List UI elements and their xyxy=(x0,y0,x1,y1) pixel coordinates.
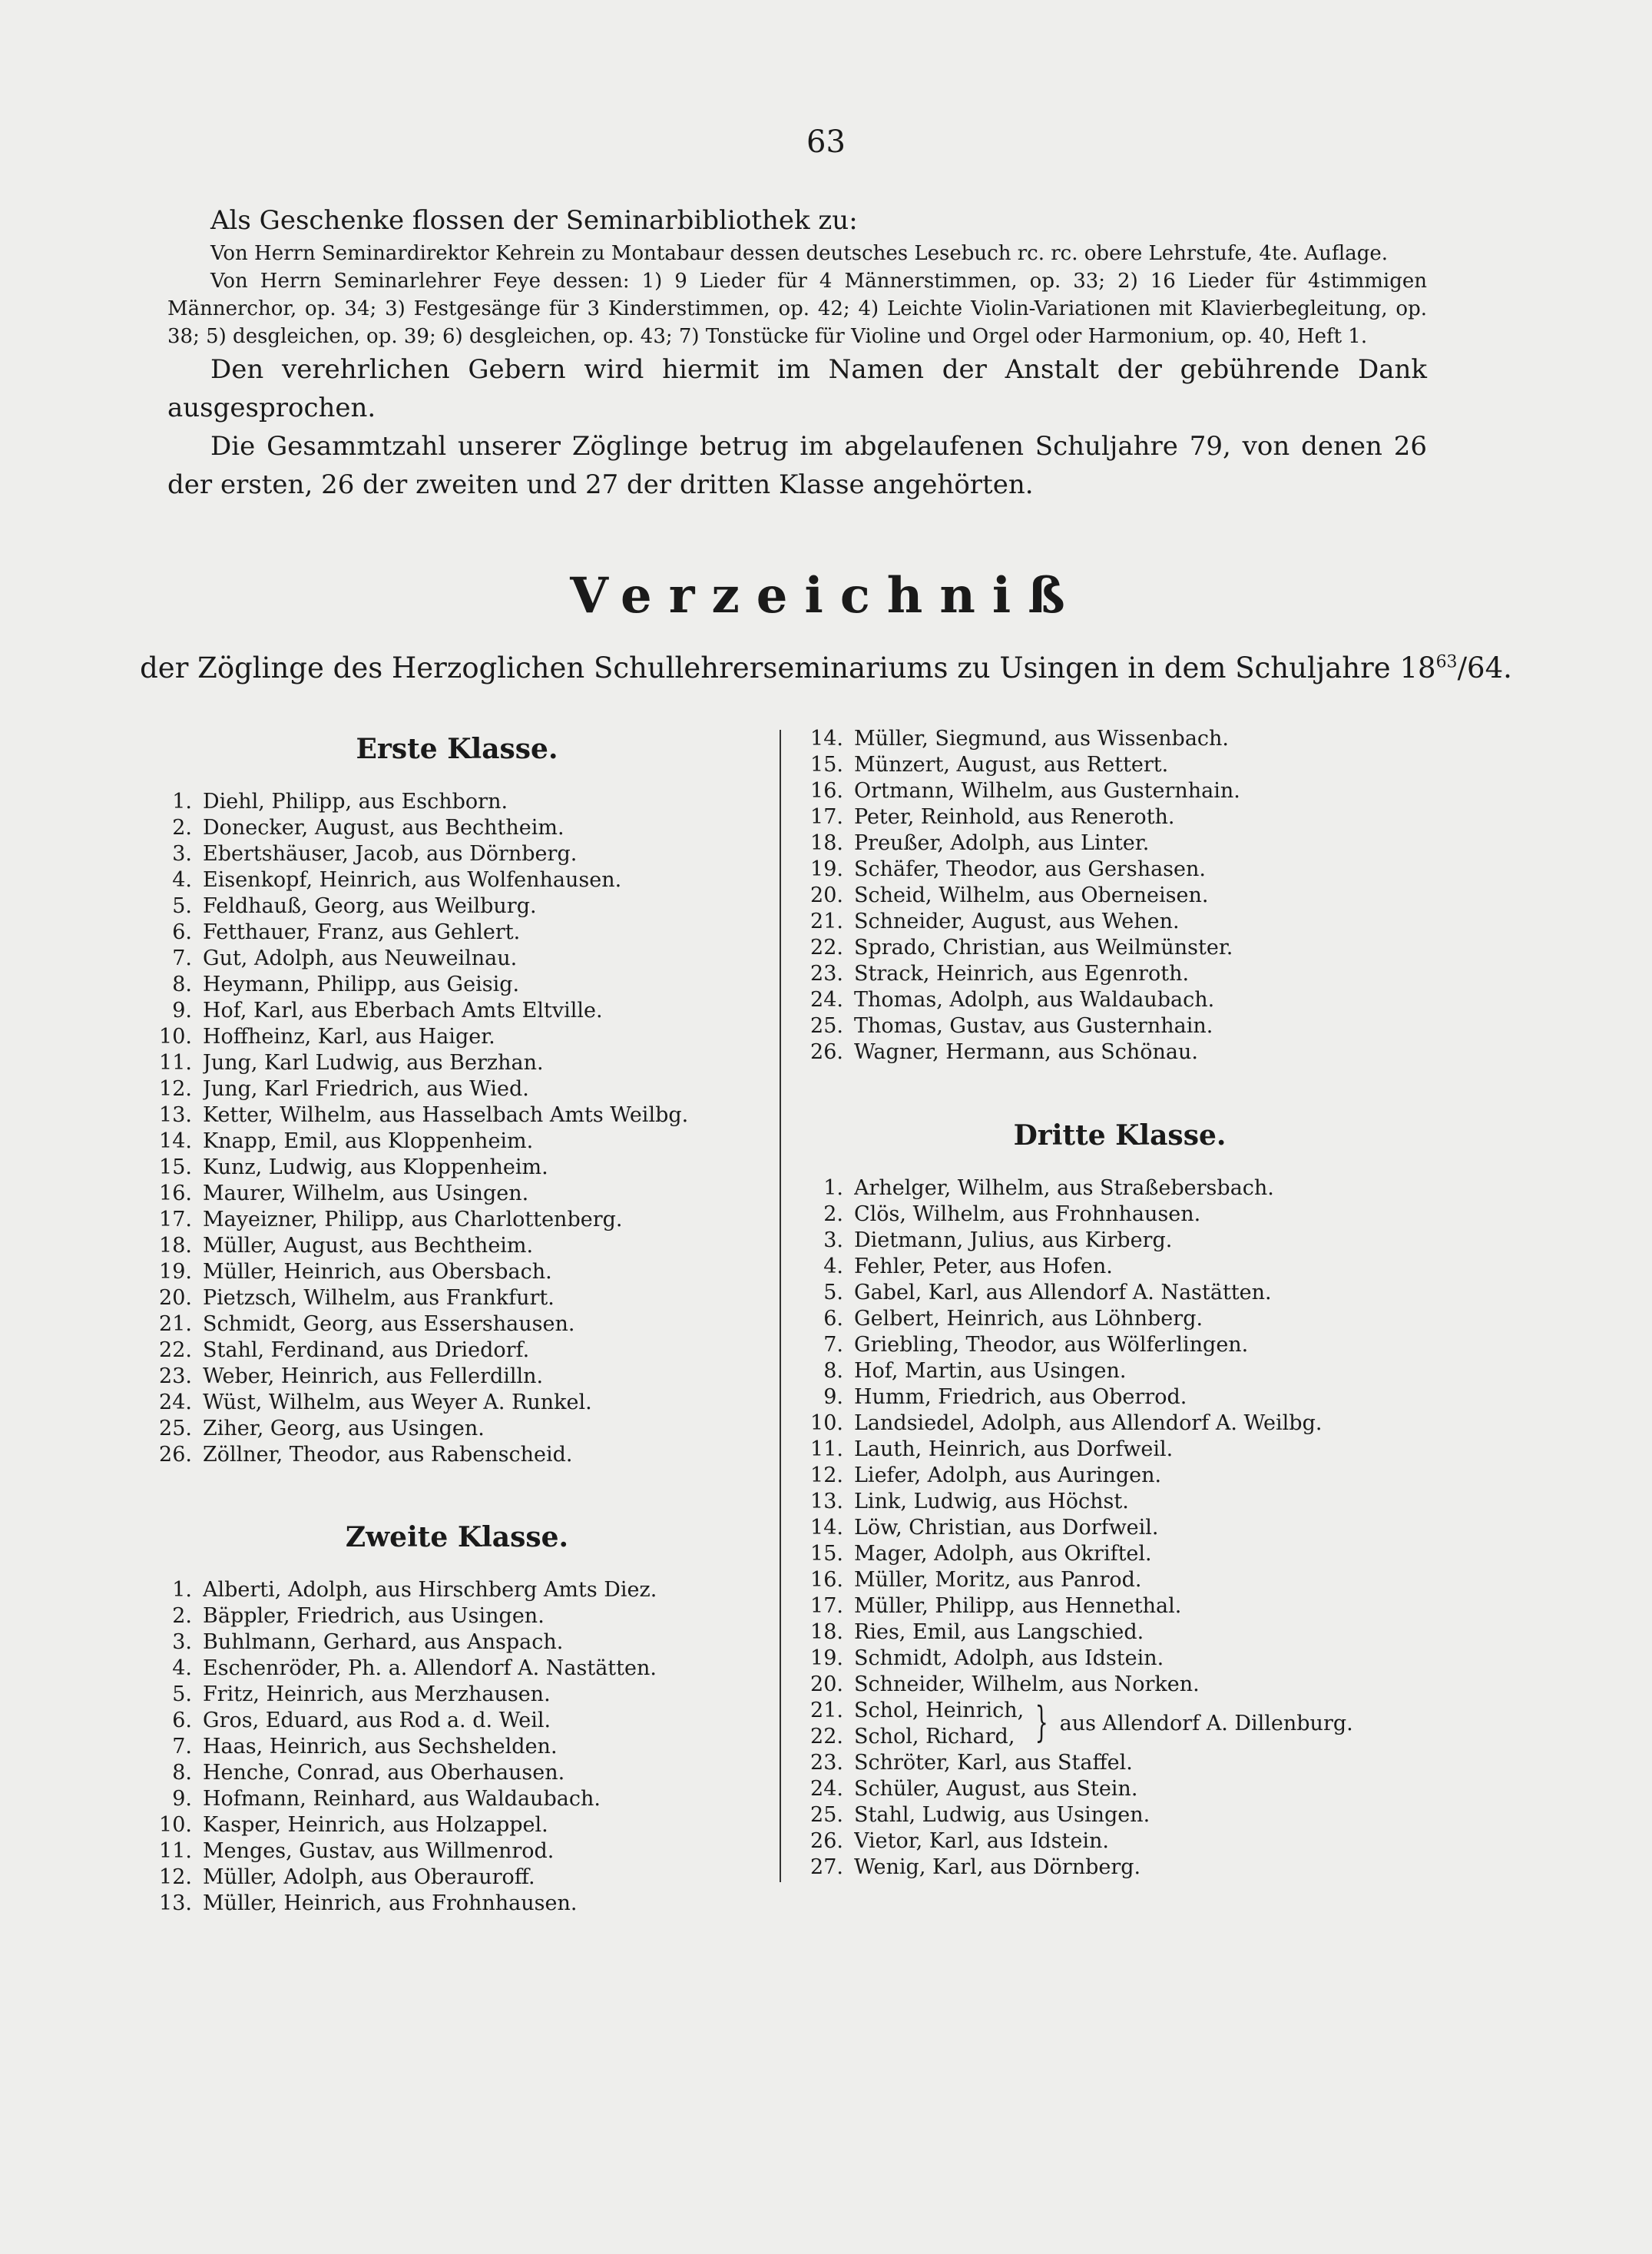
list-item xyxy=(790,987,1450,1013)
list-item xyxy=(790,1802,1450,1828)
item-text: Gabel, Karl, aus Allendorf A. Nastätten. xyxy=(854,1281,1272,1304)
list-item xyxy=(790,961,1450,987)
item-text: Peter, Reinhold, aus Reneroth. xyxy=(854,805,1175,829)
item-text: Eisenkopf, Heinrich, aus Wolfenhausen. xyxy=(203,868,622,892)
item-number: 23. xyxy=(810,1751,843,1775)
item-text: Müller, Heinrich, aus Frohnhausen. xyxy=(203,1891,578,1915)
item-text: Hof, Martin, aus Usingen. xyxy=(854,1359,1127,1383)
list-item xyxy=(138,867,776,893)
item-text: Fehler, Peter, aus Hofen. xyxy=(854,1255,1113,1278)
item-number: 18. xyxy=(810,1620,843,1644)
item-text: Schröter, Karl, aus Staffel. xyxy=(854,1751,1133,1775)
item-number: 24. xyxy=(159,1391,192,1414)
list-item xyxy=(138,1207,776,1233)
list-item xyxy=(790,1567,1450,1593)
list-item xyxy=(790,804,1450,830)
item-text: Bäppler, Friedrich, aus Usingen. xyxy=(203,1604,545,1628)
item-number: 13. xyxy=(159,1103,192,1127)
dritte-klasse-bracket-entry xyxy=(790,1698,1450,1750)
item-number: 11. xyxy=(159,1839,192,1863)
item-number: 12. xyxy=(810,1463,843,1487)
item-text: Wagner, Hermann, aus Schönau. xyxy=(854,1040,1198,1064)
item-text: Gut, Adolph, aus Neuweilnau. xyxy=(203,946,518,970)
item-text: Vietor, Karl, aus Idstein. xyxy=(854,1829,1109,1853)
list-item xyxy=(790,1358,1450,1384)
list-item xyxy=(790,1280,1450,1306)
item-number: 8. xyxy=(172,1761,192,1785)
list-item xyxy=(790,1384,1450,1410)
item-number: 25. xyxy=(810,1803,843,1827)
item-number: 25. xyxy=(159,1417,192,1440)
item-text: Strack, Heinrich, aus Egenroth. xyxy=(854,962,1190,986)
item-number: 23. xyxy=(810,962,843,986)
item-number: 6. xyxy=(172,1709,192,1732)
list-item xyxy=(138,1364,776,1390)
item-number: 17. xyxy=(159,1208,192,1231)
list-item xyxy=(138,1259,776,1285)
item-text: Landsiedel, Adolph, aus Allendorf A. Weilbg. xyxy=(854,1411,1323,1435)
item-text: Ebertshäuser, Jacob, aus Dörnberg. xyxy=(203,842,578,866)
item-number: 2. xyxy=(172,816,192,840)
item-text: Wenig, Karl, aus Dörnberg. xyxy=(854,1855,1141,1879)
list-item xyxy=(138,1734,776,1760)
list-item xyxy=(138,920,776,946)
item-number: 26. xyxy=(159,1443,192,1467)
column-divider xyxy=(780,730,781,1882)
list-item xyxy=(138,1181,776,1207)
item-number: 5. xyxy=(172,1682,192,1706)
list-item xyxy=(790,1306,1450,1332)
item-number: 26. xyxy=(810,1040,843,1064)
list-item xyxy=(138,1050,776,1076)
item-text: Schüler, August, aus Stein. xyxy=(854,1777,1138,1801)
item-text: Haas, Heinrich, aus Sechshelden. xyxy=(203,1735,558,1758)
list-item xyxy=(790,1646,1450,1672)
list-item xyxy=(790,857,1450,883)
list-item xyxy=(790,1776,1450,1802)
item-number: 5. xyxy=(172,894,192,918)
intro-total: Die Gesammtzahl unserer Zöglinge betrug im abgelaufenen Schuljahre 79, von denen 26 der ersten, 26 der zweiten und 27 der dritten Klasse angehörten. xyxy=(167,431,1427,500)
item-number: 21. xyxy=(810,1699,843,1722)
list-item xyxy=(790,1489,1450,1515)
item-text: Liefer, Adolph, aus Auringen. xyxy=(854,1463,1162,1487)
list-item xyxy=(790,883,1450,909)
item-text: Thomas, Adolph, aus Waldaubach. xyxy=(854,988,1215,1012)
list-item xyxy=(138,1838,776,1865)
item-text: Ketter, Wilhelm, aus Hasselbach Amts Weilbg. xyxy=(203,1103,689,1127)
item-number: 11. xyxy=(159,1051,192,1075)
item-number: 18. xyxy=(159,1234,192,1258)
list-item xyxy=(138,946,776,972)
item-text: Kunz, Ludwig, aus Kloppenheim. xyxy=(203,1155,548,1179)
bracket-names xyxy=(790,1698,1024,1750)
item-number: 2. xyxy=(172,1604,192,1628)
list-item xyxy=(138,1102,776,1129)
list-item xyxy=(790,1855,1450,1881)
item-text: Lauth, Heinrich, aus Dorfweil. xyxy=(854,1437,1174,1461)
intro-gifts-heading: Als Geschenke flossen der Seminarbibliothek zu: xyxy=(210,205,858,236)
item-text: Eschenröder, Ph. a. Allendorf A. Nastätten. xyxy=(203,1656,657,1680)
item-number: 17. xyxy=(810,1594,843,1618)
list-item xyxy=(790,778,1450,804)
subtitle-text: der Zöglinge des Herzoglichen Schullehrerseminariums zu Usingen in dem Schuljahre 18 xyxy=(140,651,1436,684)
item-number: 21. xyxy=(159,1312,192,1336)
list-item xyxy=(790,752,1450,778)
item-text: Ortmann, Wilhelm, aus Gusternhain. xyxy=(854,779,1240,803)
list-item xyxy=(138,1155,776,1181)
page-number: 63 xyxy=(806,124,846,160)
list-item xyxy=(138,1337,776,1364)
item-text: Ries, Emil, aus Langschied. xyxy=(854,1620,1144,1644)
list-item xyxy=(790,1039,1450,1066)
item-text: Sprado, Christian, aus Weilmünster. xyxy=(854,936,1233,960)
list-item xyxy=(790,1698,1024,1724)
list-subtitle xyxy=(0,651,1652,684)
item-text: Schneider, August, aus Wehen. xyxy=(854,910,1180,933)
item-text: Ziher, Georg, aus Usingen. xyxy=(203,1417,485,1440)
item-text: Fritz, Heinrich, aus Merzhausen. xyxy=(203,1682,551,1706)
item-number: 16. xyxy=(810,779,843,803)
list-item xyxy=(138,815,776,841)
item-number: 16. xyxy=(810,1568,843,1592)
item-text: Schol, Richard, xyxy=(854,1725,1015,1749)
item-text: Pietzsch, Wilhelm, aus Frankfurt. xyxy=(203,1286,555,1310)
item-text: Alberti, Adolph, aus Hirschberg Amts Diez. xyxy=(203,1578,657,1602)
right-column-top xyxy=(790,726,1450,1066)
list-item xyxy=(138,1629,776,1656)
right-column-bottom xyxy=(790,1112,1450,1881)
list-item xyxy=(790,1515,1450,1541)
item-number: 18. xyxy=(810,831,843,855)
list-item xyxy=(790,909,1450,935)
item-number: 5. xyxy=(823,1281,843,1304)
bracket-place: aus Allendorf A. Dillenburg. xyxy=(1059,1712,1353,1735)
list-item xyxy=(138,998,776,1024)
item-text: Preußer, Adolph, aus Linter. xyxy=(854,831,1150,855)
subtitle-year-sup: 63 xyxy=(1435,652,1458,672)
list-item xyxy=(790,830,1450,857)
list-item xyxy=(790,1541,1450,1567)
item-text: Schäfer, Theodor, aus Gershasen. xyxy=(854,857,1206,881)
item-number: 22. xyxy=(159,1338,192,1362)
item-number: 13. xyxy=(810,1490,843,1513)
list-item xyxy=(138,972,776,998)
item-text: Jung, Karl Friedrich, aus Wied. xyxy=(203,1077,529,1101)
item-text: Schmidt, Georg, aus Essershausen. xyxy=(203,1312,575,1336)
item-text: Münzert, August, aus Rettert. xyxy=(854,753,1169,777)
item-number: 22. xyxy=(810,1725,843,1749)
list-item xyxy=(138,1682,776,1708)
list-item xyxy=(138,1891,776,1917)
list-item xyxy=(790,1593,1450,1619)
item-text: Knapp, Emil, aus Kloppenheim. xyxy=(203,1129,534,1153)
item-number: 14. xyxy=(810,1516,843,1540)
item-text: Griebling, Theodor, aus Wölferlingen. xyxy=(854,1333,1249,1357)
list-item xyxy=(790,1672,1450,1698)
list-item xyxy=(790,1254,1450,1280)
item-text: Stahl, Ferdinand, aus Driedorf. xyxy=(203,1338,530,1362)
item-number: 15. xyxy=(810,1542,843,1566)
item-text: Gelbert, Heinrich, aus Löhnberg. xyxy=(854,1307,1203,1331)
item-number: 21. xyxy=(810,910,843,933)
item-text: Wüst, Wilhelm, aus Weyer A. Runkel. xyxy=(203,1391,592,1414)
list-item xyxy=(138,1442,776,1468)
item-number: 20. xyxy=(810,883,843,907)
dritte-klasse-heading: Dritte Klasse. xyxy=(1013,1119,1227,1152)
list-item xyxy=(138,1024,776,1050)
item-text: Löw, Christian, aus Dorfweil. xyxy=(854,1516,1159,1540)
list-item xyxy=(790,1463,1450,1489)
list-item xyxy=(790,1724,1024,1750)
list-item xyxy=(138,1285,776,1311)
item-number: 14. xyxy=(159,1129,192,1153)
item-number: 1. xyxy=(172,790,192,814)
item-text: Menges, Gustav, aus Willmenrod. xyxy=(203,1839,555,1863)
intro-section xyxy=(167,201,1427,504)
item-text: Thomas, Gustav, aus Gusternhain. xyxy=(854,1014,1213,1038)
item-text: Hof, Karl, aus Eberbach Amts Eltville. xyxy=(203,999,603,1023)
item-text: Kasper, Heinrich, aus Holzappel. xyxy=(203,1813,548,1837)
item-text: Schneider, Wilhelm, aus Norken. xyxy=(854,1672,1200,1696)
item-number: 24. xyxy=(810,1777,843,1801)
list-item xyxy=(138,1076,776,1102)
item-text: Dietmann, Julius, aus Kirberg. xyxy=(854,1228,1173,1252)
item-text: Humm, Friedrich, aus Oberrod. xyxy=(854,1385,1187,1409)
item-number: 20. xyxy=(159,1286,192,1310)
subtitle-year-tail: /64. xyxy=(1457,651,1512,684)
list-item xyxy=(790,1750,1450,1776)
item-number: 4. xyxy=(823,1255,843,1278)
list-item xyxy=(790,1228,1450,1254)
list-item xyxy=(790,1410,1450,1437)
item-text: Mayeizner, Philipp, aus Charlottenberg. xyxy=(203,1208,623,1231)
item-text: Müller, Adolph, aus Oberauroff. xyxy=(203,1865,535,1889)
item-number: 3. xyxy=(172,842,192,866)
item-text: Müller, Siegmund, aus Wissenbach. xyxy=(854,727,1230,751)
erste-klasse-list xyxy=(138,789,776,1468)
item-number: 1. xyxy=(823,1176,843,1200)
item-text: Fetthauer, Franz, aus Gehlert. xyxy=(203,920,521,944)
list-item xyxy=(138,1865,776,1891)
item-number: 19. xyxy=(810,857,843,881)
list-item xyxy=(790,1202,1450,1228)
item-text: Stahl, Ludwig, aus Usingen. xyxy=(854,1803,1150,1827)
item-number: 4. xyxy=(172,868,192,892)
item-number: 19. xyxy=(810,1646,843,1670)
list-item xyxy=(790,935,1450,961)
zweite-klasse-list-right xyxy=(790,726,1450,1066)
list-item xyxy=(138,1390,776,1416)
item-text: Zöllner, Theodor, aus Rabenscheid. xyxy=(203,1443,573,1467)
item-number: 4. xyxy=(172,1656,192,1680)
item-text: Jung, Karl Ludwig, aus Berzhan. xyxy=(203,1051,544,1075)
item-number: 8. xyxy=(172,973,192,996)
item-number: 6. xyxy=(172,920,192,944)
intro-gift-kehrein: Von Herrn Seminardirektor Kehrein zu Montabaur dessen deutsches Lesebuch rc. rc. obere Lehrstufe, 4te. Auflage. xyxy=(210,242,1388,265)
item-text: Hofmann, Reinhard, aus Waldaubach. xyxy=(203,1787,601,1811)
item-number: 25. xyxy=(810,1014,843,1038)
item-number: 15. xyxy=(810,753,843,777)
item-number: 7. xyxy=(172,1735,192,1758)
item-text: Buhlmann, Gerhard, aus Anspach. xyxy=(203,1630,564,1654)
zweite-klasse-list-left xyxy=(138,1577,776,1917)
item-number: 9. xyxy=(172,1787,192,1811)
item-text: Arhelger, Wilhelm, aus Straßebersbach. xyxy=(854,1176,1274,1200)
list-item xyxy=(138,1311,776,1337)
item-number: 14. xyxy=(810,727,843,751)
list-item xyxy=(138,1812,776,1838)
item-text: Müller, Philipp, aus Hennethal. xyxy=(854,1594,1182,1618)
item-number: 7. xyxy=(823,1333,843,1357)
item-text: Müller, Moritz, aus Panrod. xyxy=(854,1568,1142,1592)
item-text: Scheid, Wilhelm, aus Oberneisen. xyxy=(854,883,1209,907)
item-number: 26. xyxy=(810,1829,843,1853)
item-number: 22. xyxy=(810,936,843,960)
list-item xyxy=(138,1603,776,1629)
item-number: 7. xyxy=(172,946,192,970)
item-number: 9. xyxy=(823,1385,843,1409)
item-number: 10. xyxy=(159,1813,192,1837)
item-text: Müller, Heinrich, aus Obersbach. xyxy=(203,1260,552,1284)
list-item xyxy=(138,893,776,920)
list-item xyxy=(790,1013,1450,1039)
dritte-klasse-list xyxy=(790,1175,1450,1698)
item-number: 23. xyxy=(159,1364,192,1388)
item-text: Weber, Heinrich, aus Fellerdilln. xyxy=(203,1364,544,1388)
list-item xyxy=(138,1786,776,1812)
item-text: Clös, Wilhelm, aus Frohnhausen. xyxy=(854,1202,1201,1226)
item-number: 1. xyxy=(172,1578,192,1602)
item-text: Schmidt, Adolph, aus Idstein. xyxy=(854,1646,1164,1670)
item-number: 12. xyxy=(159,1865,192,1889)
list-item xyxy=(138,1416,776,1442)
list-item xyxy=(138,1577,776,1603)
item-number: 16. xyxy=(159,1182,192,1205)
list-item xyxy=(790,1332,1450,1358)
item-number: 20. xyxy=(810,1672,843,1696)
item-text: Heymann, Philipp, aus Geisig. xyxy=(203,973,520,996)
list-item xyxy=(790,1828,1450,1855)
intro-gift-feye: Von Herrn Seminarlehrer Feye dessen: 1) 9 Lieder für 4 Männerstimmen, op. 33; 2) 16 Lieder für 4stimmigen Männerchor, op. 34; 3) Festgesänge für 3 Kinderstimmen, op. 42; 4) Leichte Violin-Variationen mit Klavierbegleitung, op. 38; 5) desgleichen, op. 39; 6) desgleichen, op. 43; 7) Tonstücke für Violine und Orgel oder Harmonium, op. 40, Heft 1. xyxy=(167,270,1427,348)
item-number: 15. xyxy=(159,1155,192,1179)
item-number: 19. xyxy=(159,1260,192,1284)
list-item xyxy=(138,841,776,867)
item-text: Hoffheinz, Karl, aus Haiger. xyxy=(203,1025,495,1049)
zweite-klasse-heading: Zweite Klasse. xyxy=(345,1521,569,1553)
list-item xyxy=(138,789,776,815)
item-number: 12. xyxy=(159,1077,192,1101)
item-text: Diehl, Philipp, aus Eschborn. xyxy=(203,790,508,814)
item-number: 6. xyxy=(823,1307,843,1331)
list-item xyxy=(138,1760,776,1786)
dritte-klasse-list-end xyxy=(790,1750,1450,1881)
item-text: Maurer, Wilhelm, aus Usingen. xyxy=(203,1182,529,1205)
item-number: 3. xyxy=(823,1228,843,1252)
list-item xyxy=(138,1656,776,1682)
item-number: 3. xyxy=(172,1630,192,1654)
brace-icon: } xyxy=(1035,1698,1049,1746)
item-text: Feldhauß, Georg, aus Weilburg. xyxy=(203,894,537,918)
item-number: 17. xyxy=(810,805,843,829)
erste-klasse-heading: Erste Klasse. xyxy=(356,733,558,765)
item-number: 10. xyxy=(810,1411,843,1435)
list-item xyxy=(790,1437,1450,1463)
list-item xyxy=(790,726,1450,752)
item-number: 13. xyxy=(159,1891,192,1915)
item-text: Müller, August, aus Bechtheim. xyxy=(203,1234,534,1258)
item-text: Schol, Heinrich, xyxy=(854,1699,1025,1722)
item-number: 27. xyxy=(810,1855,843,1879)
item-number: 24. xyxy=(810,988,843,1012)
list-item xyxy=(138,1233,776,1259)
item-text: Mager, Adolph, aus Okriftel. xyxy=(854,1542,1152,1566)
list-item xyxy=(790,1175,1450,1202)
list-item xyxy=(790,1619,1450,1646)
list-item xyxy=(138,1708,776,1734)
item-number: 2. xyxy=(823,1202,843,1226)
left-column xyxy=(138,726,776,1917)
item-number: 9. xyxy=(172,999,192,1023)
item-text: Donecker, August, aus Bechtheim. xyxy=(203,816,564,840)
item-number: 10. xyxy=(159,1025,192,1049)
item-number: 11. xyxy=(810,1437,843,1461)
intro-thanks: Den verehrlichen Gebern wird hiermit im Namen der Anstalt der gebührende Dank ausgesprochen. xyxy=(167,354,1427,423)
item-number: 8. xyxy=(823,1359,843,1383)
item-text: Henche, Conrad, aus Oberhausen. xyxy=(203,1761,565,1785)
item-text: Link, Ludwig, aus Höchst. xyxy=(854,1490,1129,1513)
item-text: Gros, Eduard, aus Rod a. d. Weil. xyxy=(203,1709,551,1732)
list-item xyxy=(138,1129,776,1155)
list-title: Verzeichniß xyxy=(570,567,1082,625)
